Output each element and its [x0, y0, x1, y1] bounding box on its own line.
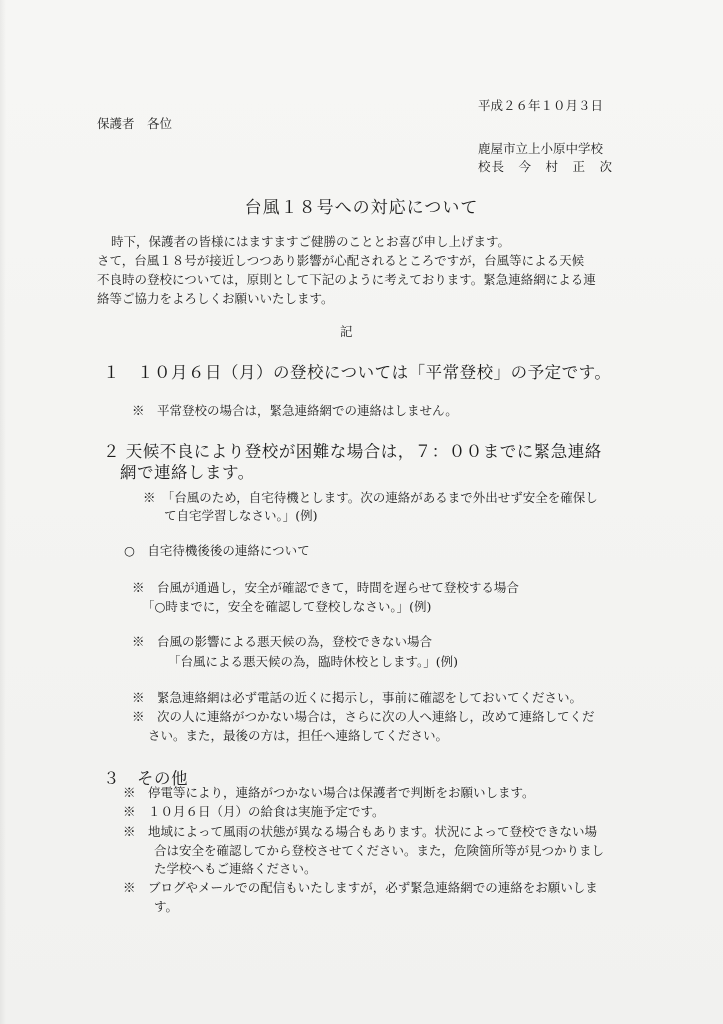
intro-line: 時下，保護者の皆様にはますますご健勝のこととお喜び申し上げます。 [111, 234, 511, 249]
circle-item: ○ 自宅待機後後の連絡について [124, 543, 310, 558]
section3-item-cont: す。 [154, 899, 179, 914]
intro-line: 不良時の登校については，原則として下記のように考えております。緊急連絡網による連 [97, 272, 596, 287]
ki-marker: 記 [340, 324, 353, 339]
section3-item: ※ ブログやメールでの配信もいたしますが，必ず緊急連絡網での連絡をお願いしま [123, 880, 598, 895]
section2-note5-cont: さい。また，最後の方は，担任へ連絡してください。 [148, 728, 449, 743]
section2-note4: ※ 緊急連絡網は必ず電話の近くに掲示し，事前に確認をしておいてください。 [132, 690, 583, 705]
section3-item-cont: た学校へもご連絡ください。 [154, 861, 317, 876]
scan-shadow [0, 0, 6, 1024]
section1-heading: １ １０月６日（月）の登校については「平常登校」の予定です。 [103, 363, 612, 382]
intro-line: さて，台風１８号が接近しつつあり影響が心配されるところですが，台風等による天候 [97, 253, 585, 268]
section3-heading: ３ その他 [103, 769, 188, 788]
section2-note3-example: 「台風による悪天候の為，臨時休校とします。」(例) [168, 654, 459, 669]
section2-note2: ※ 台風が通過し，安全が確認できて，時間を遅らせて登校する場合 [132, 580, 519, 595]
section3-item-cont: 合は安全を確認してから登校させてください。また，危険箇所等が見つかりまし [154, 843, 605, 858]
section2-note3: ※ 台風の影響による悪天候の為，登校できない場合 [132, 634, 433, 649]
principal-name: 校長 今 村 正 次 [478, 159, 614, 174]
section3-item: ※ 停電等により，連絡がつかない場合は保護者で判断をお願いします。 [123, 785, 535, 800]
document-title: 台風１８号への対応について [244, 198, 479, 218]
intro-line: 絡等ご協力をよろしくお願いいたします。 [97, 291, 334, 306]
section2-heading-cont: 網で連絡します。 [120, 463, 255, 482]
section2-note5: ※ 次の人に連絡がつかない場合は，さらに次の人へ連絡し，改めて連絡してくだ [132, 709, 595, 724]
school-name: 鹿屋市立上小原中学校 [478, 141, 604, 156]
addressee: 保護者 各位 [97, 116, 173, 131]
section3-item: ※ 地域によって風雨の状態が異なる場合もあります。状況によって登校できない場 [123, 824, 598, 839]
section2-note2-example: 「○時までに，安全を確認して登校しなさい。」(例) [142, 599, 432, 614]
section1-note: ※ 平常登校の場合は，緊急連絡網での連絡はしません。 [132, 403, 458, 418]
section2-heading: ２ 天候不良により登校が困難な場合は，７：００までに緊急連絡 [103, 442, 602, 461]
document-date: 平成２６年１０月３日 [478, 98, 604, 113]
section2-note1-cont: て自宅学習しなさい。」(例) [164, 508, 318, 523]
section2-note1: ※ 「台風のため，自宅待機とします。次の連絡があるまで外出せず安全を確保し [143, 490, 598, 505]
section3-item: ※ １０月６日（月）の給食は実施予定です。 [123, 804, 385, 819]
